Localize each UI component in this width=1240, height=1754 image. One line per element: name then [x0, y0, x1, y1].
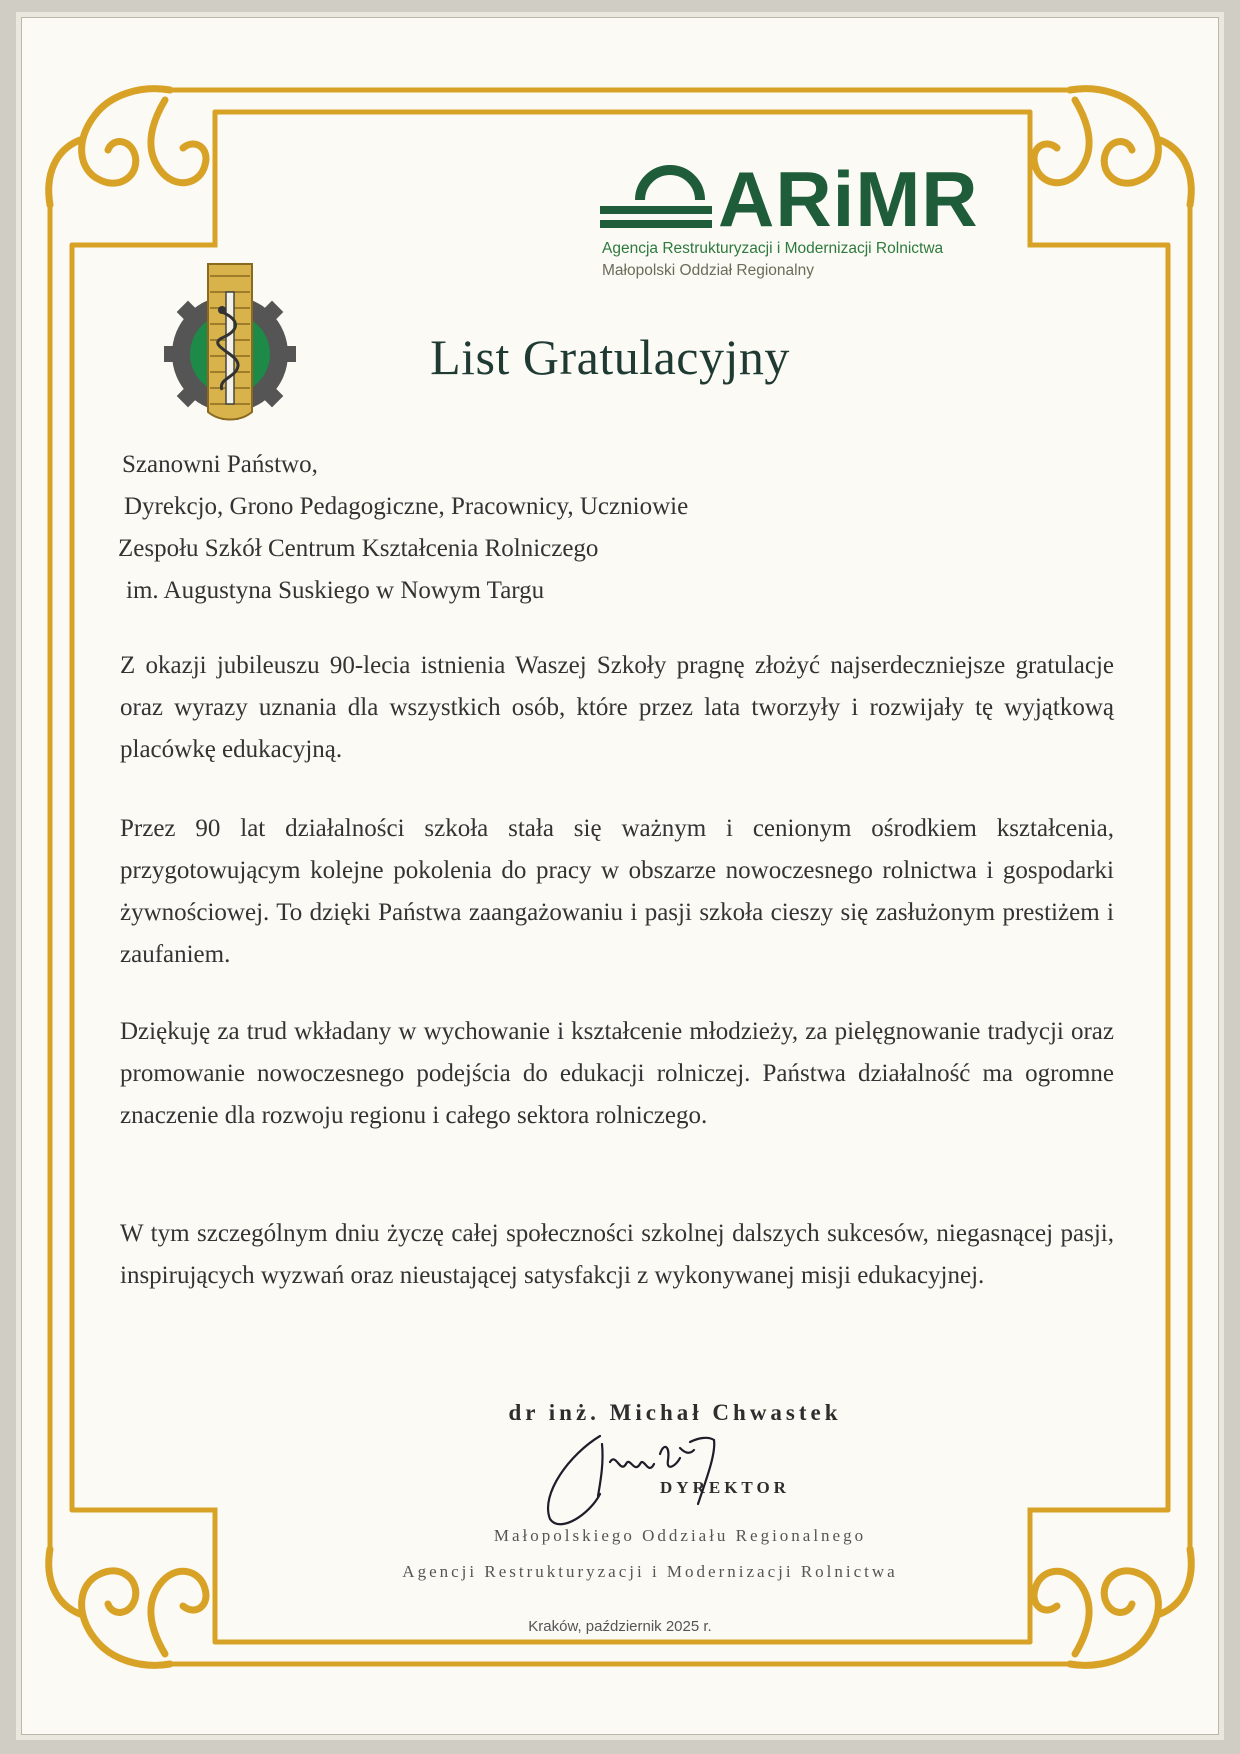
arimr-scale-icon: [600, 160, 718, 238]
address-line: Zespołu Szkół Centrum Kształcenia Rolniczego: [118, 535, 599, 562]
signer-role: DYREKTOR: [660, 1478, 790, 1497]
body-paragraph: Z okazji jubileuszu 90-lecia istnienia Waszej Szkoły pragnę złożyć najserdeczniejsze gratulacje oraz wyrazy uznania dla wszystkich osób, które przez lata tworzyły i rozwijały tę wyjątkową placówkę edukacyjną.: [120, 652, 1114, 763]
recipient-address: [118, 444, 1018, 612]
place-and-date: Kraków, październik 2025 r.: [528, 1618, 712, 1635]
arimr-logo: [600, 155, 1030, 282]
address-line: Dyrekcjo, Grono Pedagogiczne, Pracownicy, Uczniowie: [124, 493, 689, 520]
arimr-agency-name: Agencja Restrukturyzacji i Modernizacji Rolnictwa: [602, 240, 944, 257]
document-title: List Gratulacyjny: [430, 329, 790, 385]
signer-name: dr inż. Michał Chwastek: [508, 1400, 842, 1425]
body-paragraph: Dziękuję za trud wkładany w wychowanie i kształcenie młodzieży, za pielęgnowanie tradycji oraz promowanie nowoczesnego podejścia do edukacji rolniczej. Państwa działalność ma ogromne znaczenie dla rozwoju regionu i całego sektora rolniczego.: [120, 1018, 1114, 1129]
body-paragraph: Przez 90 lat działalności szkoła stała się ważnym i cenionym ośrodkiem kształcenia, przygotowującym kolejne pokolenia do pracy w obszarze nowoczesnego rolnictwa i gospodarki żywnościowej. To dzięki Państwa zaangażowaniu i pasji szkoła cieszy się zasłużonym prestiżem i zaufaniem.: [120, 815, 1114, 968]
arimr-branch-name: Małopolski Oddział Regionalny: [602, 262, 814, 279]
address-line: im. Augustyna Suskiego w Nowym Targu: [126, 577, 545, 604]
salutation: Szanowni Państwo,: [122, 451, 318, 478]
signer-organization: Małopolskiego Oddziału Regionalnego: [493, 1526, 867, 1545]
arimr-wordmark: ARiMR: [718, 155, 979, 243]
school-emblem-gear-wheat-icon: [160, 262, 300, 428]
handwritten-signature: [530, 1424, 760, 1534]
body-paragraph: W tym szczególnym dniu życzę całej społeczności szkolnej dalszych sukcesów, niegasnącej pasji, inspirujących wyzwań oraz nieustającej satysfakcji z wykonywanej misji edukacyjnej.: [120, 1220, 1114, 1289]
signer-organization: Agencji Restrukturyzacji i Modernizacji Rolnictwa: [402, 1562, 898, 1581]
